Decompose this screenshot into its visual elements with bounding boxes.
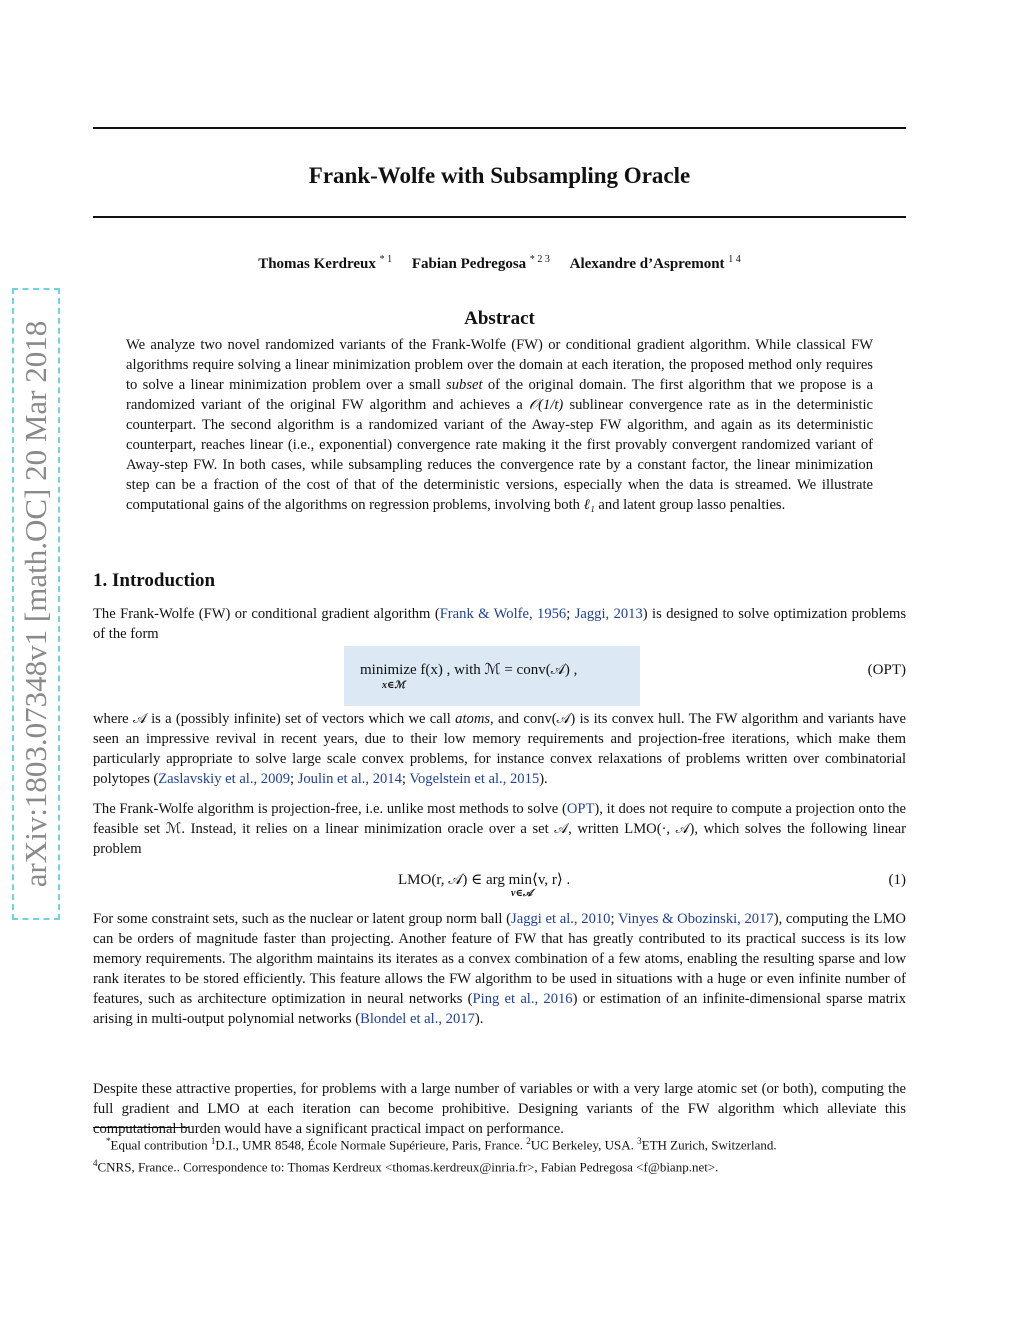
title-rule-top bbox=[93, 127, 906, 129]
arxiv-id: arXiv:1803.07348v1 [math.OC] 20 Mar 2018 bbox=[18, 320, 53, 888]
author-list bbox=[93, 254, 906, 273]
lmo-equation: LMO(r, 𝒜) ∈ arg min⟨v, r⟩ . v∈𝒜 bbox=[398, 872, 571, 899]
paragraph: Despite these attractive properties, for problems with a large number of variables or with a very large atomic set (or both), computing the full gradient and LMO at each iteration can become prohibitive. Designing variants of the FW algorithm which alleviate this computational burden would have a significant practical impact on performance. bbox=[93, 1081, 906, 1137]
opt-equation: minimize f(x) , with ℳ = conv(𝒜) , x∈ℳ bbox=[360, 662, 578, 691]
citation-link[interactable]: Vinyes & Obozinski, 2017 bbox=[617, 911, 774, 927]
paragraph: The Frank-Wolfe algorithm is projection-free, i.e. unlike most methods to solve (OPT), it does not require to compute a projection onto the feasible set ℳ. Instead, it relies on a linear minimization oracle over a set 𝒜, written LMO(·, 𝒜), which solves the following linear problem bbox=[93, 801, 906, 857]
paragraph: The Frank-Wolfe (FW) or conditional gradient algorithm (Frank & Wolfe, 1956; Jaggi, 2013) is designed to solve optimization problems of the form bbox=[93, 606, 906, 642]
paper-title: Frank-Wolfe with Subsampling Oracle bbox=[308, 163, 691, 188]
citation-link[interactable]: Jaggi et al., 2010 bbox=[511, 911, 611, 927]
abstract-heading: Abstract bbox=[464, 308, 535, 329]
author: Thomas Kerdreux $^{* 1}$ bbox=[258, 254, 393, 272]
citation-link[interactable]: Joulin et al., 2014 bbox=[297, 771, 402, 787]
equation-reference-link[interactable]: OPT bbox=[566, 801, 595, 817]
paragraph: For some constraint sets, such as the nuclear or latent group norm ball (Jaggi et al., 2010; Vinyes & Obozinski, 2017), computing the LMO can be orders of magnitude faster than projecting. Another feature of FW that has greatly contributed to its practical success is its low memory requirements. The algorithm maintains its iterates as a convex combination of a few atoms, enabling the resulting sparse and low rank iterates to be stored efficiently. This feature allows the FW algorithm to be used in situations with a huge or even infinite number of features, such as architecture optimization in neural networks (Ping et al., 2016) or estimation of an infinite-dimensional sparse matrix arising in multi-output polynomial networks (Blondel et al., 2017). bbox=[93, 911, 906, 1027]
equation-label: (OPT) bbox=[867, 662, 906, 678]
author: Fabian Pedregosa $^{* 2 3}$ bbox=[411, 254, 550, 272]
author: Alexandre d’Aspremont $^{1 4}$ bbox=[569, 254, 741, 272]
paragraph: where 𝒜 is a (possibly infinite) set of vectors which we call atoms, and conv(𝒜) is its convex hull. The FW algorithm and variants have seen an impressive revival in recent years, due to their low memory requirements and projection-free iterations, which make them particularly appropriate to solve large scale convex problems, for instance convex relaxations of problems written over combinatorial polytopes (Zaslavskiy et al., 2009; Joulin et al., 2014; Vogelstein et al., 2015). bbox=[93, 711, 906, 787]
arxiv-stamp bbox=[12, 288, 60, 920]
title-rule-bottom bbox=[93, 216, 906, 218]
citation-link[interactable]: Zaslavskiy et al., 2009 bbox=[158, 771, 290, 787]
citation-link[interactable]: Jaggi, 2013 bbox=[574, 606, 643, 622]
footnote-rule bbox=[93, 1127, 189, 1128]
footnotes: *Equal contribution $^1$D.I., UMR 8548, École Normale Supérieure, Paris, France. $^2$UC Berkeley, USA. $^3$ETH Zurich, Switzerland. $^4$CNRS, France.. Correspondence to: Thomas Kerdreux <thomas.kerdreux@inria.fr>, Fabian Pedregosa <f@bianp.net>. bbox=[93, 1136, 777, 1175]
citation-link[interactable]: Frank & Wolfe, 1956 bbox=[439, 606, 567, 622]
equation-label: (1) bbox=[888, 872, 906, 888]
section-heading: 1. Introduction bbox=[93, 570, 216, 591]
abstract-text: We analyze two novel randomized variants of the Frank-Wolfe (FW) or conditional gradient algorithm. While classical FW algorithms require solving a linear minimization problem over the domain at each iteration, the proposed method only requires to solve a linear minimization problem over a small subset of the original domain. The first algorithm that we propose is a randomized variant of the original FW algorithm and achieves a 𝒪(1/t) sublinear convergence rate as in the deterministic counterpart. The second algorithm is a randomized variant of the Away-step FW algorithm, and again as its deterministic counterpart, reaches linear (i.e., exponential) convergence rate making it the first provably convergent randomized variant of Away-step FW. In both cases, while subsampling reduces the convergence rate by a constant factor, the linear minimization step can be a fraction of the cost of that of the deterministic versions, especially when the data is streamed. We illustrate computational gains of the algorithms on regression problems, involving both ℓ₁ and latent group lasso penalties. bbox=[126, 337, 874, 513]
citation-link[interactable]: Vogelstein et al., 2015 bbox=[409, 771, 540, 787]
citation-link[interactable]: Blondel et al., 2017 bbox=[360, 1011, 475, 1027]
citation-link[interactable]: Ping et al., 2016 bbox=[472, 991, 573, 1007]
